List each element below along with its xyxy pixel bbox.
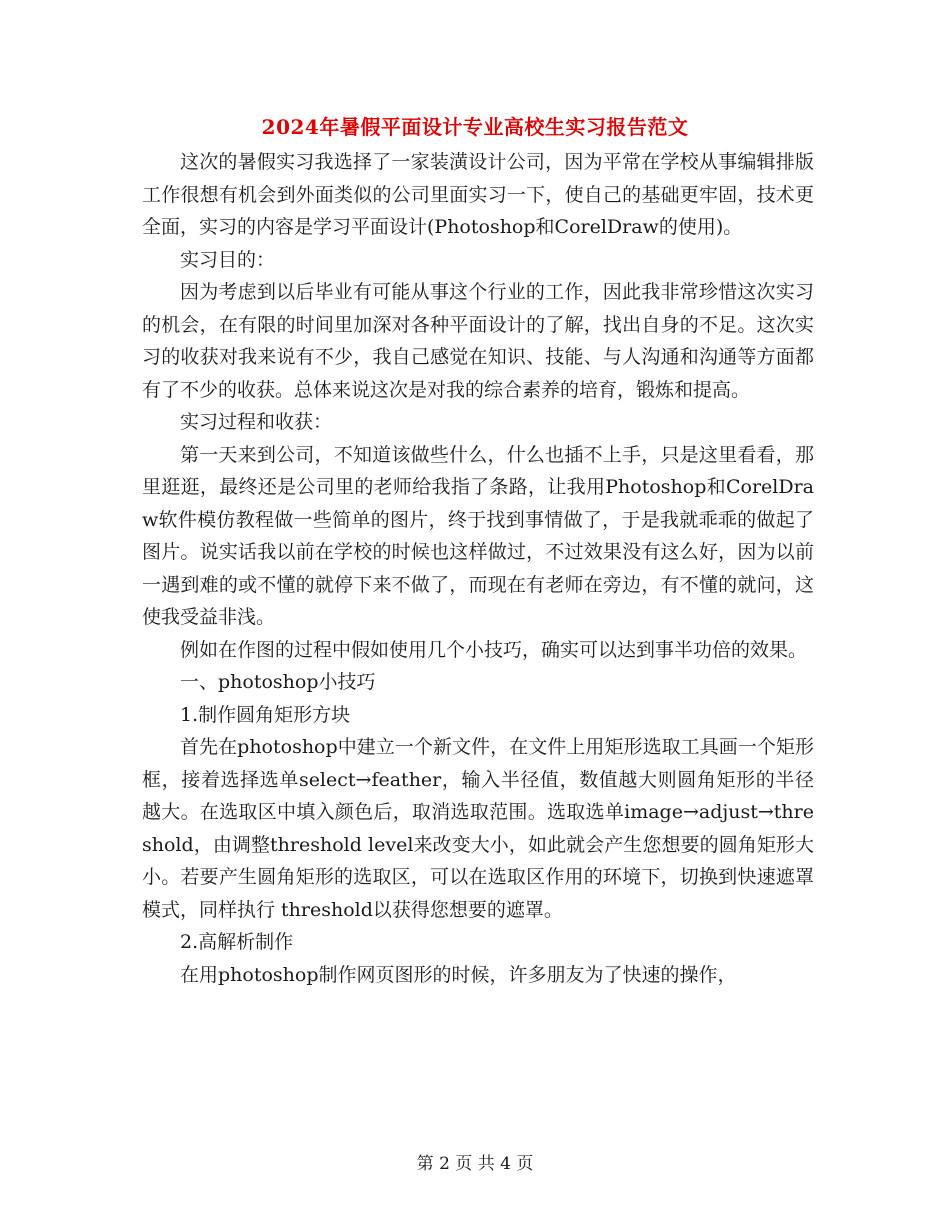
- paragraph-example: 例如在作图的过程中假如使用几个小技巧，确实可以达到事半功倍的效果。: [180, 638, 808, 661]
- section-heading-process: 实习过程和收获：: [180, 411, 333, 433]
- paragraph-high-resolution: 在用photoshop制作网页图形的时候，许多朋友为了快速的操作，: [180, 963, 737, 986]
- paragraph-intro: 这次的暑假实习我选择了一家装潢设计公司，因为平常在学校从事编辑排版工作很想有机会到外面类似的公司里面实习一下，使自己的基础更牢固，技术更全面，实习的内容是学习平面设计(Photoshop和CorelDraw的使用)。: [142, 151, 814, 238]
- section-heading-photoshop-tips: 一、photoshop小技巧: [180, 671, 376, 693]
- document-title: 2024年暑假平面设计专业高校生实习报告范文: [261, 115, 689, 139]
- subheading-rounded-rect: 1.制作圆角矩形方块: [180, 703, 351, 726]
- paragraph-first-day: 第一天来到公司，不知道该做些什么，什么也插不上手，只是这里看看，那里逛逛，最终还是公司里的老师给我指了条路，让我用Photoshop和CorelDraw软件模仿教程做一些简单的图片，终于找到事情做了，于是我就乖乖的做起了图片。说实话我以前在学校的时候也这样做过，不过效果没有这么好，因为以前一遇到难的或不懂的就停下来不做了，而现在有老师在旁边，有不懂的就问，这使我受益非浅。: [142, 443, 814, 628]
- section-heading-purpose: 实习目的：: [180, 248, 276, 271]
- subheading-high-resolution: 2.高解析制作: [180, 931, 294, 953]
- document-body: [142, 146, 814, 991]
- paragraph-rounded-rect: 首先在photoshop中建立一个新文件，在文件上用矩形选取工具画一个矩形框，接着选择选单select→feather，输入半径值，数值越大则圆角矩形的半径越大。在选取区中填入颜色后，取消选取范围。选取选单image→adjust→threshold，由调整threshold level来改变大小，如此就会产生您想要的圆角矩形大小。若要产生圆角矩形的选取区，可以在选取区作用的环境下，切换到快速遮罩模式，同样执行 threshold以获得您想要的遮罩。: [142, 736, 814, 921]
- paragraph-purpose: 因为考虑到以后毕业有可能从事这个行业的工作，因此我非常珍惜这次实习的机会，在有限的时间里加深对各种平面设计的了解，找出自身的不足。这次实习的收获对我来说有不少，我自己感觉在知识、技能、与人沟通和沟通等方面都有了不少的收获。总体来说这次是对我的综合素养的培育，锻炼和提高。: [142, 281, 814, 401]
- page-number-footer: 第 2 页 共 4 页: [416, 1154, 534, 1174]
